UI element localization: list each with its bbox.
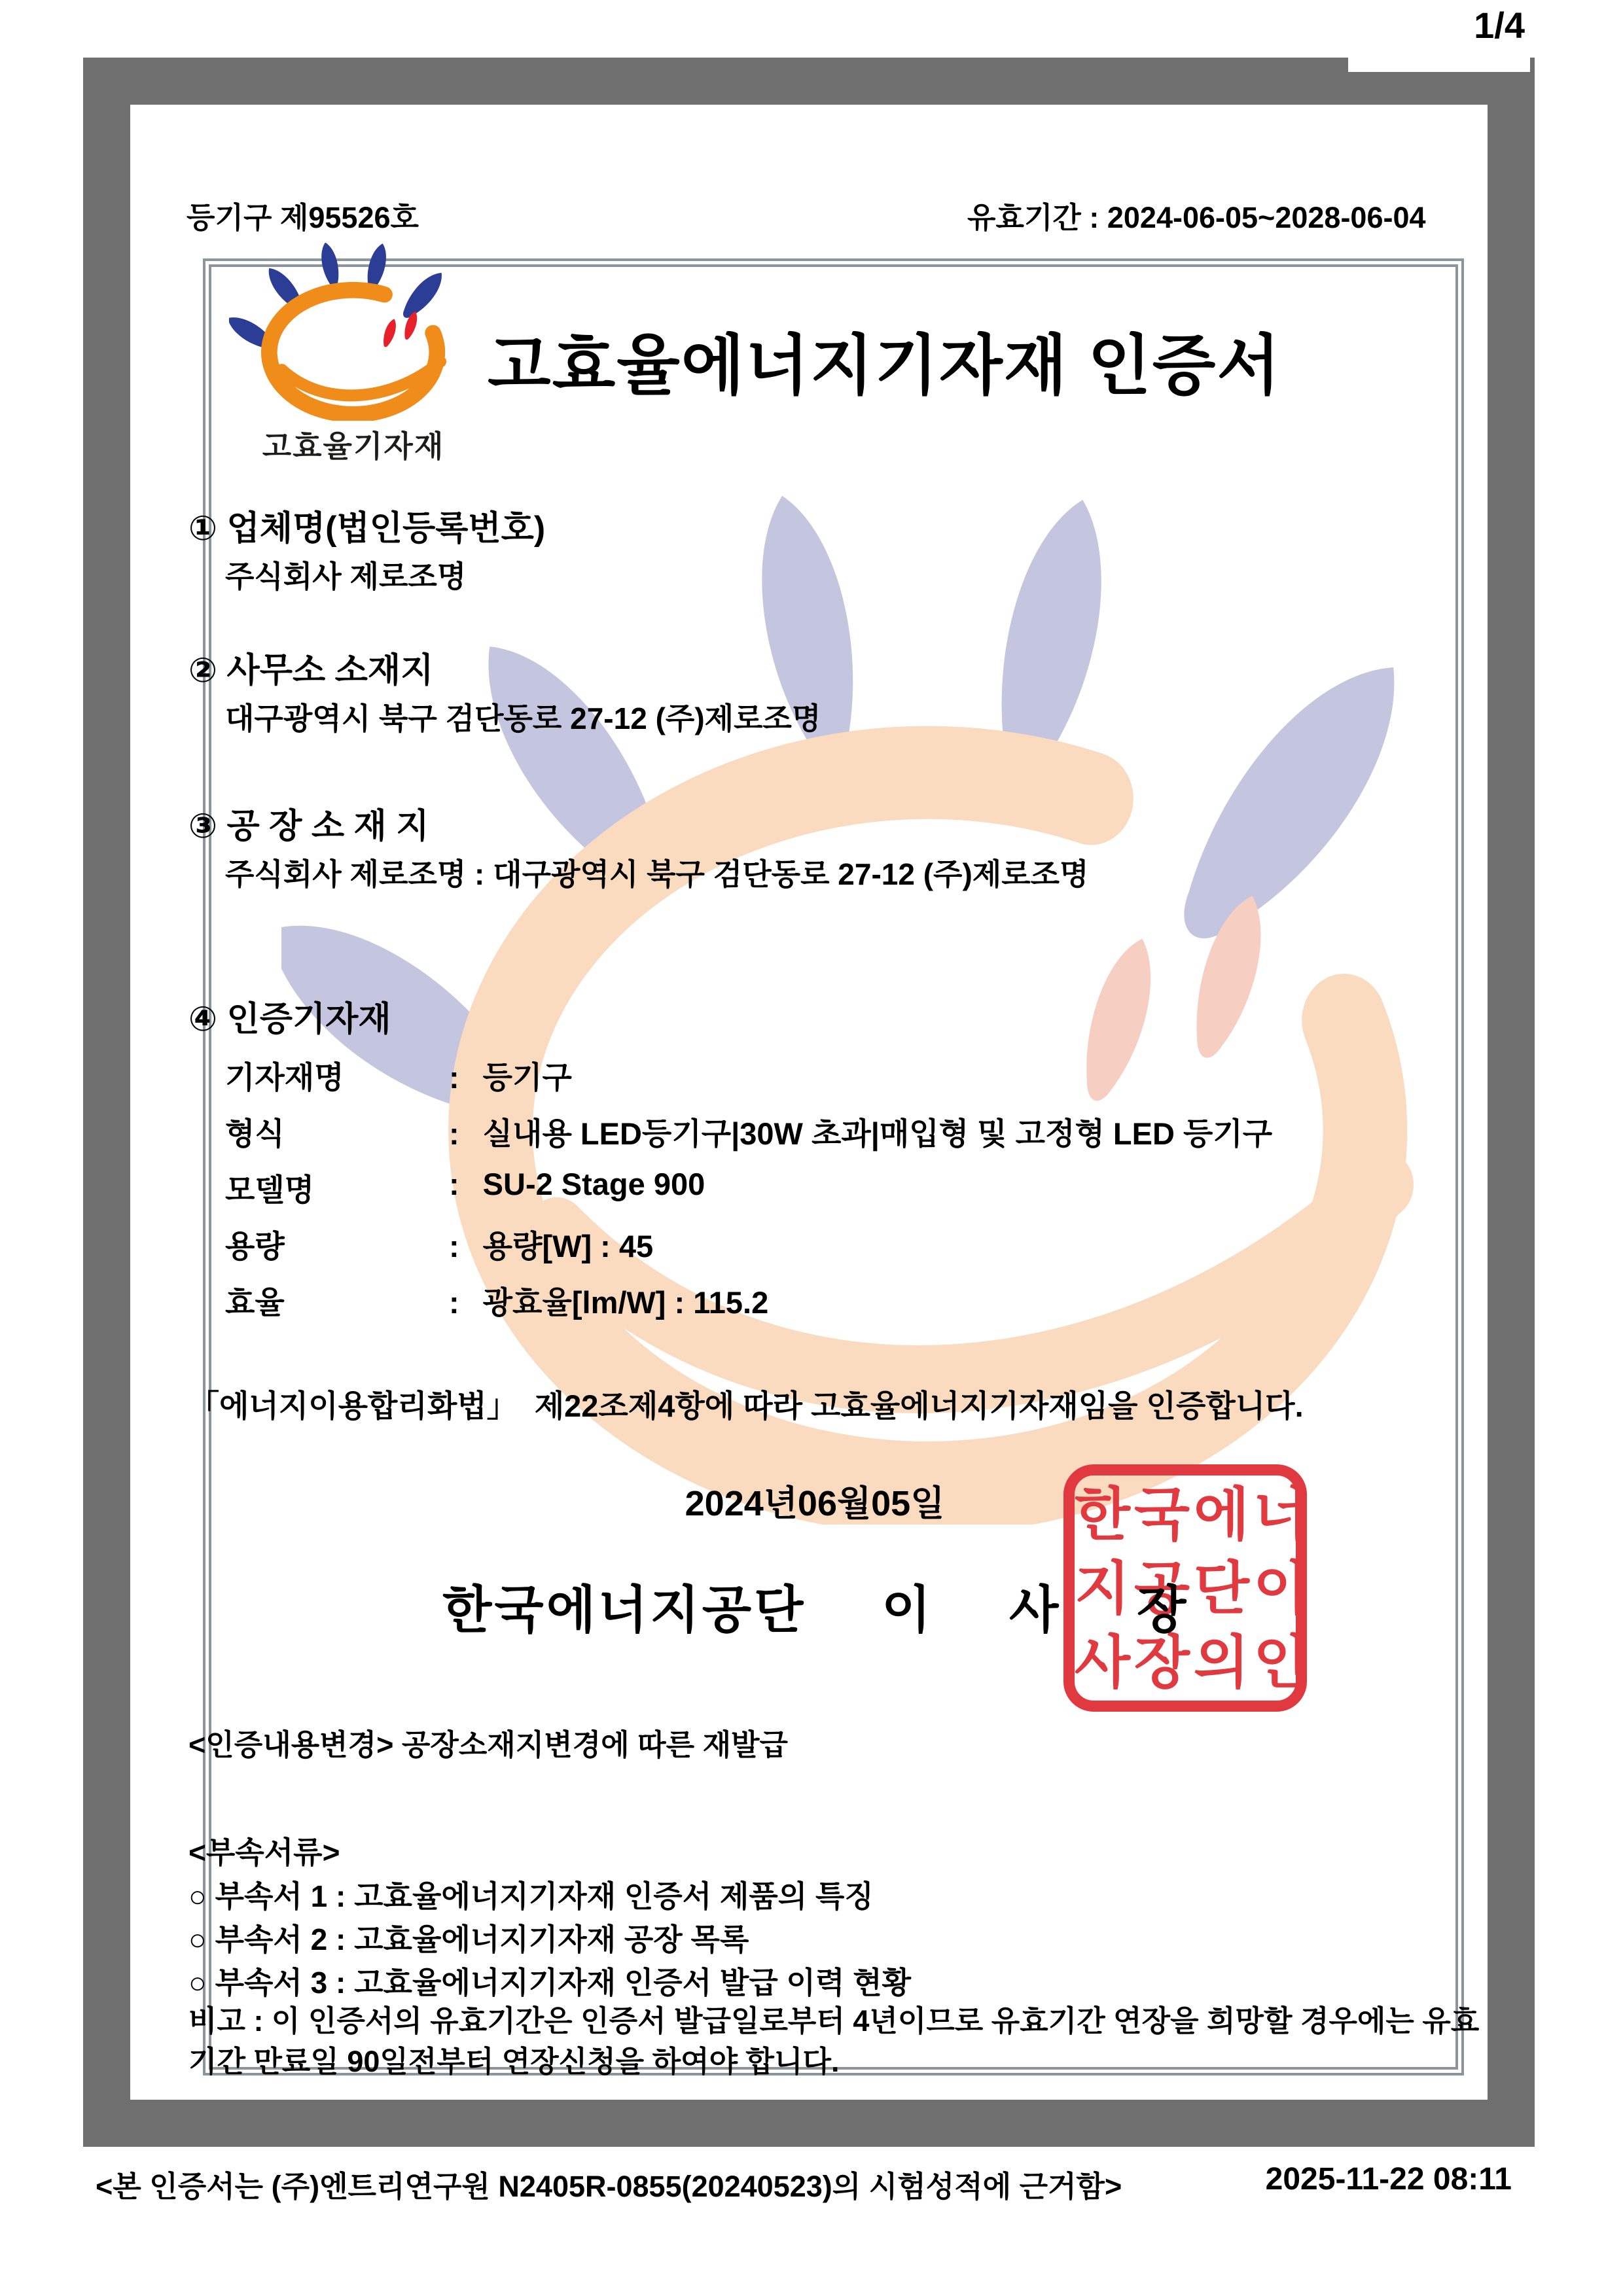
remark-line: 비고 : 이 인증서의 유효기간은 인증서 발급일로부터 4년이므로 유효기간 연장을 희망할 경우에는 유효 <box>188 2004 1480 2038</box>
equipment-value: 등기구 <box>482 1060 572 1095</box>
equipment-label: 용량 <box>225 1229 285 1263</box>
equipment-value: 용량[W] : 45 <box>482 1229 654 1263</box>
section2-heading: ② 사무소 소재지 <box>188 652 434 690</box>
attachment-item: ○ 부속서 2 : 고효율에너지기자재 공장 목록 <box>188 1922 749 1956</box>
footer-test-basis: <본 인증서는 (주)엔트리연구원 N2405R-0855(20240523)의 시험성적에 근거함> <box>96 2170 1122 2203</box>
equipment-label: 모델명 <box>225 1173 315 1207</box>
colon: : <box>449 1060 459 1095</box>
frame-notch <box>1348 58 1530 72</box>
section1-value: 주식회사 제로조명 <box>225 559 467 593</box>
outer-frame <box>83 58 1535 2147</box>
stamp-line: 사장의인 <box>1075 1630 1313 1695</box>
page-indicator: 1/4 <box>1474 5 1525 46</box>
stamp-line: 한국에너 <box>1075 1482 1313 1547</box>
stamp-line: 지공단이 <box>1075 1556 1313 1621</box>
section4-heading: ④ 인증기자재 <box>188 1000 391 1038</box>
equipment-value: SU-2 Stage 900 <box>482 1167 705 1201</box>
equipment-label: 기자재명 <box>225 1060 344 1095</box>
equipment-value: 광효율[lm/W] : 115.2 <box>482 1285 769 1320</box>
section2-value: 대구광역시 북구 검단동로 27-12 (주)제로조명 <box>225 701 821 735</box>
colon: : <box>449 1229 459 1263</box>
remark-line: 기간 만료일 90일전부터 연장신청을 하여야 합니다. <box>188 2045 840 2078</box>
attachment-item: ○ 부속서 3 : 고효율에너지기자재 인증서 발급 이력 현황 <box>188 1966 912 2000</box>
logo-caption: 고효율기자재 <box>262 429 445 463</box>
colon: : <box>449 1116 459 1151</box>
section3-heading: ③ 공 장 소 재 지 <box>188 807 429 845</box>
equipment-label: 효율 <box>225 1285 285 1320</box>
issuer-signature-line: 한국에너지공단 이 사 장 <box>442 1581 1189 1638</box>
validity-period: 유효기간 : 2024-06-05~2028-06-04 <box>967 201 1426 234</box>
equipment-label: 형식 <box>225 1116 285 1151</box>
attachment-item: ○ 부속서 1 : 고효율에너지기자재 인증서 제품의 특징 <box>188 1879 874 1913</box>
certificate-title: 고효율에너지기자재 인증서 <box>488 329 1281 402</box>
footer-timestamp: 2025-11-22 08:11 <box>1265 2162 1512 2197</box>
certificate-number: 등기구 제95526호 <box>187 201 419 234</box>
change-note: <인증내용변경> 공장소재지변경에 따른 재발급 <box>188 1728 788 1761</box>
colon: : <box>449 1167 459 1201</box>
attachments-heading: <부속서류> <box>188 1835 340 1869</box>
section1-heading: ① 업체명(법인등록번호) <box>188 510 546 548</box>
certification-statement: 「에너지이용합리화법」 제22조제4항에 따라 고효율에너지기자재임을 인증합니다. <box>188 1388 1304 1423</box>
colon: : <box>449 1285 459 1320</box>
section3-value: 주식회사 제로조명 : 대구광역시 북구 검단동로 27-12 (주)제로조명 <box>225 857 1089 891</box>
equipment-value: 실내용 LED등기구|30W 초과|매입형 및 고정형 LED 등기구 <box>482 1116 1273 1151</box>
issue-date: 2024년06월05일 <box>685 1484 945 1523</box>
